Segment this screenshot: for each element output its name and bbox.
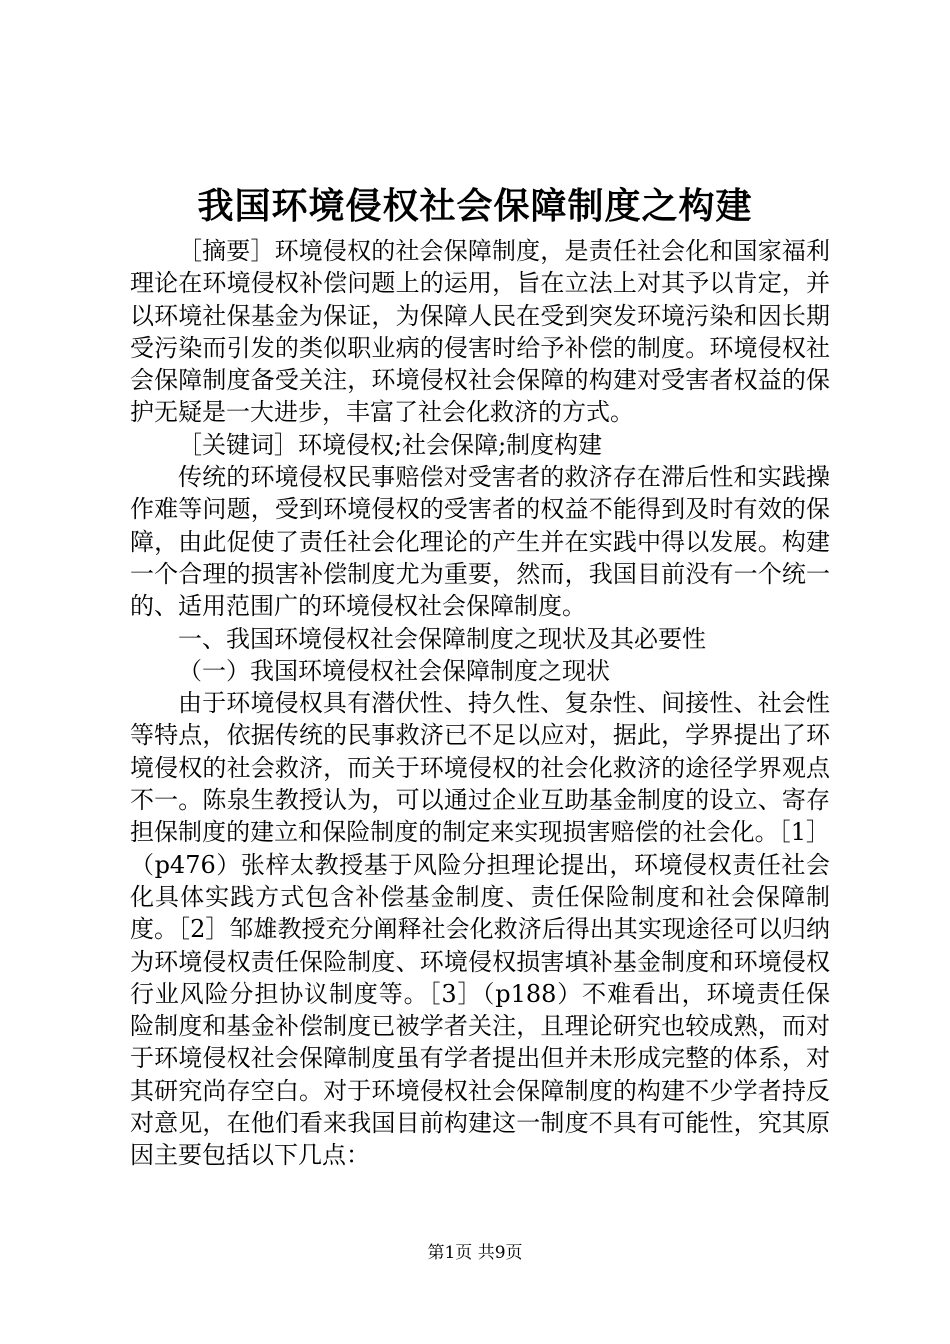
intro-paragraph: 传统的环境侵权民事赔偿对受害者的救济存在滞后性和实践操作难等问题，受到环境侵权的受害者的权益不能得到及时有效的保障，由此促使了责任社会化理论的产生并在实践中得以发展。构建一个合理的损害补偿制度尤为重要，然而，我国目前没有一个统一的、适用范围广的环境侵权社会保障制度。	[130, 463, 830, 621]
body-paragraph: 由于环境侵权具有潜伏性、持久性、复杂性、间接性、社会性等特点，依据传统的民事救济已不足以应对，据此，学界提出了环境侵权的社会救济，而关于环境侵权的社会化救济的途径学界观点不一。陈泉生教授认为，可以通过企业互助基金制度的设立、寄存担保制度的建立和保险制度的制定来实现损害赔偿的社会化。［1］（p476）张梓太教授基于风险分担理论提出，环境侵权责任社会化具体实践方式包含补偿基金制度、责任保险制度和社会保障制度。［2］邹雄教授充分阐释社会化救济后得出其实现途径可以归纳为环境侵权责任保险制度、环境侵权损害填补基金制度和环境侵权行业风险分担协议制度等。［3］（p188）不难看出，环境责任保险制度和基金补偿制度已被学者关注，且理论研究也较成熟，而对于环境侵权社会保障制度虽有学者提出但并未形成完整的体系，对其研究尚存空白。对于环境侵权社会保障制度的构建不少学者持反对意见，在他们看来我国目前构建这一制度不具有可能性，究其原因主要包括以下几点：	[130, 689, 830, 1170]
keywords-paragraph: ［关键词］环境侵权;社会保障;制度构建	[178, 430, 603, 459]
section-heading-1: 一、我国环境侵权社会保障制度之现状及其必要性	[178, 624, 706, 653]
abstract-paragraph: ［摘要］环境侵权的社会保障制度，是责任社会化和国家福利理论在环境侵权补偿问题上的运用，旨在立法上对其予以肯定，并以环境社保基金为保证，为保障人民在受到突发环境污染和因长期受污染而引发的类似职业病的侵害时给予补偿的制度。环境侵权社会保障制度备受关注，环境侵权社会保障的构建对受害者权益的保护无疑是一大进步，丰富了社会化救济的方式。	[130, 237, 830, 427]
document-body	[130, 235, 830, 1172]
subsection-heading-1: （一）我国环境侵权社会保障制度之现状	[178, 656, 610, 685]
page-number-footer: 第1页 共9页	[427, 1243, 523, 1263]
document-title: 我国环境侵权社会保障制度之构建	[197, 185, 753, 227]
